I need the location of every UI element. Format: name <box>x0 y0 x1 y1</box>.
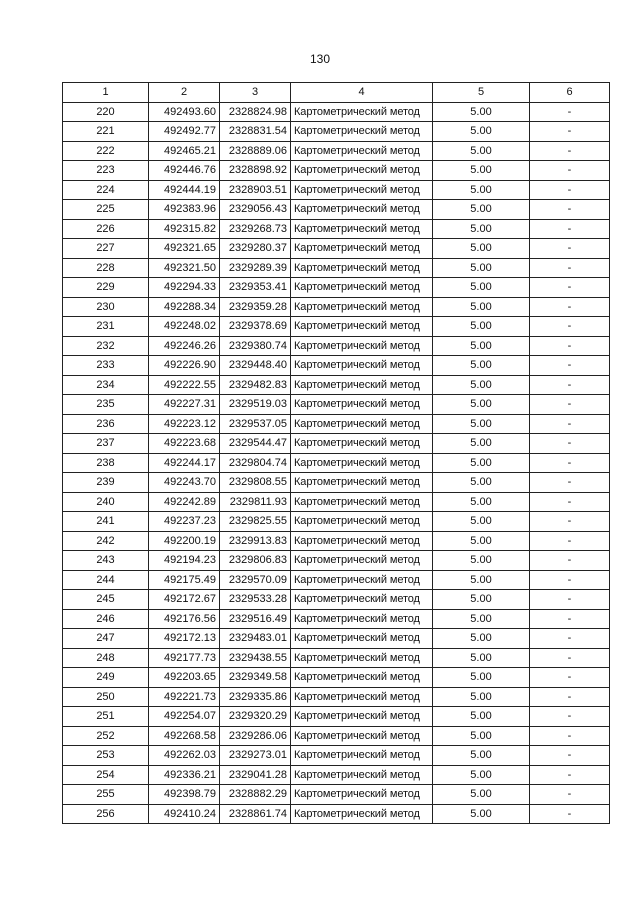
x-coordinate-cell: 492444.19 <box>149 180 220 200</box>
accuracy-cell: 5.00 <box>433 434 530 454</box>
y-coordinate-cell: 2329286.06 <box>220 726 291 746</box>
point-number-cell: 233 <box>63 356 149 376</box>
x-coordinate-cell: 492493.60 <box>149 102 220 122</box>
note-cell: - <box>530 317 610 337</box>
table-row <box>63 512 610 532</box>
accuracy-cell: 5.00 <box>433 180 530 200</box>
x-coordinate-cell: 492242.89 <box>149 492 220 512</box>
point-number-cell: 255 <box>63 785 149 805</box>
point-number-cell: 220 <box>63 102 149 122</box>
x-coordinate-cell: 492177.73 <box>149 648 220 668</box>
note-cell: - <box>530 434 610 454</box>
accuracy-cell: 5.00 <box>433 258 530 278</box>
note-cell: - <box>530 453 610 473</box>
y-coordinate-cell: 2328861.74 <box>220 804 291 824</box>
table-row <box>63 161 610 181</box>
y-coordinate-cell: 2328889.06 <box>220 141 291 161</box>
accuracy-cell: 5.00 <box>433 726 530 746</box>
y-coordinate-cell: 2329056.43 <box>220 200 291 220</box>
accuracy-cell: 5.00 <box>433 765 530 785</box>
table-row <box>63 200 610 220</box>
point-number-cell: 231 <box>63 317 149 337</box>
column-header: 3 <box>220 83 291 103</box>
point-number-cell: 237 <box>63 434 149 454</box>
y-coordinate-cell: 2328824.98 <box>220 102 291 122</box>
x-coordinate-cell: 492172.13 <box>149 629 220 649</box>
x-coordinate-cell: 492315.82 <box>149 219 220 239</box>
point-number-cell: 230 <box>63 297 149 317</box>
table-row <box>63 707 610 727</box>
y-coordinate-cell: 2329448.40 <box>220 356 291 376</box>
accuracy-cell: 5.00 <box>433 375 530 395</box>
x-coordinate-cell: 492465.21 <box>149 141 220 161</box>
accuracy-cell: 5.00 <box>433 629 530 649</box>
method-cell: Картометрический метод <box>291 258 433 278</box>
accuracy-cell: 5.00 <box>433 609 530 629</box>
x-coordinate-cell: 492243.70 <box>149 473 220 493</box>
note-cell: - <box>530 414 610 434</box>
method-cell: Картометрический метод <box>291 590 433 610</box>
accuracy-cell: 5.00 <box>433 746 530 766</box>
point-number-cell: 222 <box>63 141 149 161</box>
table-row <box>63 551 610 571</box>
table-row <box>63 258 610 278</box>
method-cell: Картометрический метод <box>291 180 433 200</box>
x-coordinate-cell: 492321.50 <box>149 258 220 278</box>
note-cell: - <box>530 531 610 551</box>
table-row <box>63 122 610 142</box>
table-row <box>63 453 610 473</box>
method-cell: Картометрический метод <box>291 648 433 668</box>
table-row <box>63 336 610 356</box>
y-coordinate-cell: 2329273.01 <box>220 746 291 766</box>
point-number-cell: 254 <box>63 765 149 785</box>
coordinates-table <box>62 82 610 824</box>
x-coordinate-cell: 492246.26 <box>149 336 220 356</box>
accuracy-cell: 5.00 <box>433 570 530 590</box>
y-coordinate-cell: 2329380.74 <box>220 336 291 356</box>
x-coordinate-cell: 492248.02 <box>149 317 220 337</box>
point-number-cell: 239 <box>63 473 149 493</box>
column-header: 6 <box>530 83 610 103</box>
point-number-cell: 243 <box>63 551 149 571</box>
y-coordinate-cell: 2329320.29 <box>220 707 291 727</box>
table-row <box>63 648 610 668</box>
method-cell: Картометрический метод <box>291 356 433 376</box>
note-cell: - <box>530 122 610 142</box>
method-cell: Картометрический метод <box>291 785 433 805</box>
y-coordinate-cell: 2329913.83 <box>220 531 291 551</box>
x-coordinate-cell: 492383.96 <box>149 200 220 220</box>
accuracy-cell: 5.00 <box>433 531 530 551</box>
x-coordinate-cell: 492227.31 <box>149 395 220 415</box>
accuracy-cell: 5.00 <box>433 122 530 142</box>
y-coordinate-cell: 2329482.83 <box>220 375 291 395</box>
point-number-cell: 235 <box>63 395 149 415</box>
y-coordinate-cell: 2329438.55 <box>220 648 291 668</box>
accuracy-cell: 5.00 <box>433 648 530 668</box>
note-cell: - <box>530 258 610 278</box>
method-cell: Картометрический метод <box>291 687 433 707</box>
note-cell: - <box>530 336 610 356</box>
accuracy-cell: 5.00 <box>433 414 530 434</box>
note-cell: - <box>530 648 610 668</box>
point-number-cell: 225 <box>63 200 149 220</box>
accuracy-cell: 5.00 <box>433 219 530 239</box>
accuracy-cell: 5.00 <box>433 453 530 473</box>
y-coordinate-cell: 2329570.09 <box>220 570 291 590</box>
y-coordinate-cell: 2329359.28 <box>220 297 291 317</box>
note-cell: - <box>530 687 610 707</box>
note-cell: - <box>530 804 610 824</box>
y-coordinate-cell: 2329808.55 <box>220 473 291 493</box>
accuracy-cell: 5.00 <box>433 356 530 376</box>
y-coordinate-cell: 2329289.39 <box>220 258 291 278</box>
note-cell: - <box>530 356 610 376</box>
x-coordinate-cell: 492410.24 <box>149 804 220 824</box>
method-cell: Картометрический метод <box>291 726 433 746</box>
x-coordinate-cell: 492223.12 <box>149 414 220 434</box>
point-number-cell: 221 <box>63 122 149 142</box>
method-cell: Картометрический метод <box>291 668 433 688</box>
method-cell: Картометрический метод <box>291 317 433 337</box>
point-number-cell: 241 <box>63 512 149 532</box>
table-row <box>63 590 610 610</box>
method-cell: Картометрический метод <box>291 219 433 239</box>
y-coordinate-cell: 2329544.47 <box>220 434 291 454</box>
note-cell: - <box>530 297 610 317</box>
table-row <box>63 141 610 161</box>
table-row <box>63 746 610 766</box>
y-coordinate-cell: 2328898.92 <box>220 161 291 181</box>
column-header: 2 <box>149 83 220 103</box>
table-row <box>63 609 610 629</box>
table-row <box>63 414 610 434</box>
point-number-cell: 245 <box>63 590 149 610</box>
note-cell: - <box>530 512 610 532</box>
method-cell: Картометрический метод <box>291 473 433 493</box>
x-coordinate-cell: 492222.55 <box>149 375 220 395</box>
point-number-cell: 252 <box>63 726 149 746</box>
point-number-cell: 242 <box>63 531 149 551</box>
note-cell: - <box>530 102 610 122</box>
method-cell: Картометрический метод <box>291 707 433 727</box>
point-number-cell: 234 <box>63 375 149 395</box>
table-row <box>63 356 610 376</box>
point-number-cell: 256 <box>63 804 149 824</box>
y-coordinate-cell: 2328903.51 <box>220 180 291 200</box>
table-row <box>63 473 610 493</box>
point-number-cell: 253 <box>63 746 149 766</box>
accuracy-cell: 5.00 <box>433 141 530 161</box>
column-header: 4 <box>291 83 433 103</box>
accuracy-cell: 5.00 <box>433 512 530 532</box>
method-cell: Картометрический метод <box>291 570 433 590</box>
note-cell: - <box>530 785 610 805</box>
point-number-cell: 240 <box>63 492 149 512</box>
table-body <box>63 102 610 824</box>
point-number-cell: 228 <box>63 258 149 278</box>
method-cell: Картометрический метод <box>291 375 433 395</box>
point-number-cell: 226 <box>63 219 149 239</box>
x-coordinate-cell: 492223.68 <box>149 434 220 454</box>
point-number-cell: 244 <box>63 570 149 590</box>
method-cell: Картометрический метод <box>291 531 433 551</box>
x-coordinate-cell: 492200.19 <box>149 531 220 551</box>
table-row <box>63 726 610 746</box>
table-row <box>63 492 610 512</box>
y-coordinate-cell: 2329353.41 <box>220 278 291 298</box>
table-row <box>63 102 610 122</box>
x-coordinate-cell: 492446.76 <box>149 161 220 181</box>
y-coordinate-cell: 2329483.01 <box>220 629 291 649</box>
point-number-cell: 246 <box>63 609 149 629</box>
point-number-cell: 251 <box>63 707 149 727</box>
x-coordinate-cell: 492262.03 <box>149 746 220 766</box>
x-coordinate-cell: 492288.34 <box>149 297 220 317</box>
accuracy-cell: 5.00 <box>433 161 530 181</box>
y-coordinate-cell: 2329533.28 <box>220 590 291 610</box>
note-cell: - <box>530 278 610 298</box>
y-coordinate-cell: 2329804.74 <box>220 453 291 473</box>
accuracy-cell: 5.00 <box>433 785 530 805</box>
method-cell: Картометрический метод <box>291 200 433 220</box>
point-number-cell: 224 <box>63 180 149 200</box>
x-coordinate-cell: 492244.17 <box>149 453 220 473</box>
method-cell: Картометрический метод <box>291 512 433 532</box>
accuracy-cell: 5.00 <box>433 278 530 298</box>
note-cell: - <box>530 219 610 239</box>
method-cell: Картометрический метод <box>291 141 433 161</box>
y-coordinate-cell: 2329811.93 <box>220 492 291 512</box>
method-cell: Картометрический метод <box>291 239 433 259</box>
y-coordinate-cell: 2329516.49 <box>220 609 291 629</box>
table-row <box>63 278 610 298</box>
x-coordinate-cell: 492175.49 <box>149 570 220 590</box>
y-coordinate-cell: 2328882.29 <box>220 785 291 805</box>
point-number-cell: 223 <box>63 161 149 181</box>
table-row <box>63 570 610 590</box>
note-cell: - <box>530 239 610 259</box>
x-coordinate-cell: 492492.77 <box>149 122 220 142</box>
note-cell: - <box>530 629 610 649</box>
method-cell: Картометрический метод <box>291 629 433 649</box>
y-coordinate-cell: 2329280.37 <box>220 239 291 259</box>
table-row <box>63 687 610 707</box>
method-cell: Картометрический метод <box>291 122 433 142</box>
accuracy-cell: 5.00 <box>433 395 530 415</box>
x-coordinate-cell: 492176.56 <box>149 609 220 629</box>
accuracy-cell: 5.00 <box>433 707 530 727</box>
method-cell: Картометрический метод <box>291 765 433 785</box>
point-number-cell: 229 <box>63 278 149 298</box>
note-cell: - <box>530 570 610 590</box>
table-row <box>63 785 610 805</box>
table-row <box>63 531 610 551</box>
table-row <box>63 180 610 200</box>
point-number-cell: 250 <box>63 687 149 707</box>
method-cell: Картометрический метод <box>291 453 433 473</box>
accuracy-cell: 5.00 <box>433 239 530 259</box>
method-cell: Картометрический метод <box>291 551 433 571</box>
accuracy-cell: 5.00 <box>433 200 530 220</box>
point-number-cell: 236 <box>63 414 149 434</box>
point-number-cell: 227 <box>63 239 149 259</box>
column-header: 1 <box>63 83 149 103</box>
table-row <box>63 239 610 259</box>
x-coordinate-cell: 492221.73 <box>149 687 220 707</box>
method-cell: Картометрический метод <box>291 278 433 298</box>
table-row <box>63 765 610 785</box>
table-row <box>63 297 610 317</box>
x-coordinate-cell: 492254.07 <box>149 707 220 727</box>
point-number-cell: 248 <box>63 648 149 668</box>
method-cell: Картометрический метод <box>291 297 433 317</box>
y-coordinate-cell: 2329378.69 <box>220 317 291 337</box>
method-cell: Картометрический метод <box>291 414 433 434</box>
table-row <box>63 804 610 824</box>
table-row <box>63 317 610 337</box>
note-cell: - <box>530 473 610 493</box>
note-cell: - <box>530 375 610 395</box>
accuracy-cell: 5.00 <box>433 551 530 571</box>
note-cell: - <box>530 141 610 161</box>
point-number-cell: 249 <box>63 668 149 688</box>
y-coordinate-cell: 2328831.54 <box>220 122 291 142</box>
x-coordinate-cell: 492321.65 <box>149 239 220 259</box>
note-cell: - <box>530 609 610 629</box>
x-coordinate-cell: 492237.23 <box>149 512 220 532</box>
note-cell: - <box>530 746 610 766</box>
note-cell: - <box>530 180 610 200</box>
column-header: 5 <box>433 83 530 103</box>
method-cell: Картометрический метод <box>291 746 433 766</box>
table-row <box>63 375 610 395</box>
note-cell: - <box>530 765 610 785</box>
x-coordinate-cell: 492398.79 <box>149 785 220 805</box>
accuracy-cell: 5.00 <box>433 102 530 122</box>
accuracy-cell: 5.00 <box>433 590 530 610</box>
table-row <box>63 434 610 454</box>
table-header-row <box>63 83 610 103</box>
table-row <box>63 219 610 239</box>
method-cell: Картометрический метод <box>291 434 433 454</box>
accuracy-cell: 5.00 <box>433 668 530 688</box>
x-coordinate-cell: 492203.65 <box>149 668 220 688</box>
method-cell: Картометрический метод <box>291 492 433 512</box>
table-row <box>63 395 610 415</box>
y-coordinate-cell: 2329041.28 <box>220 765 291 785</box>
note-cell: - <box>530 590 610 610</box>
table-row <box>63 668 610 688</box>
point-number-cell: 232 <box>63 336 149 356</box>
y-coordinate-cell: 2329335.86 <box>220 687 291 707</box>
accuracy-cell: 5.00 <box>433 317 530 337</box>
y-coordinate-cell: 2329806.83 <box>220 551 291 571</box>
accuracy-cell: 5.00 <box>433 297 530 317</box>
note-cell: - <box>530 668 610 688</box>
x-coordinate-cell: 492268.58 <box>149 726 220 746</box>
method-cell: Картометрический метод <box>291 161 433 181</box>
y-coordinate-cell: 2329349.58 <box>220 668 291 688</box>
note-cell: - <box>530 707 610 727</box>
x-coordinate-cell: 492194.23 <box>149 551 220 571</box>
method-cell: Картометрический метод <box>291 804 433 824</box>
note-cell: - <box>530 395 610 415</box>
page-number: 130 <box>309 52 331 66</box>
accuracy-cell: 5.00 <box>433 804 530 824</box>
method-cell: Картометрический метод <box>291 609 433 629</box>
x-coordinate-cell: 492172.67 <box>149 590 220 610</box>
note-cell: - <box>530 161 610 181</box>
y-coordinate-cell: 2329268.73 <box>220 219 291 239</box>
x-coordinate-cell: 492226.90 <box>149 356 220 376</box>
accuracy-cell: 5.00 <box>433 492 530 512</box>
method-cell: Картометрический метод <box>291 336 433 356</box>
accuracy-cell: 5.00 <box>433 473 530 493</box>
x-coordinate-cell: 492294.33 <box>149 278 220 298</box>
y-coordinate-cell: 2329537.05 <box>220 414 291 434</box>
note-cell: - <box>530 726 610 746</box>
note-cell: - <box>530 200 610 220</box>
accuracy-cell: 5.00 <box>433 687 530 707</box>
y-coordinate-cell: 2329519.03 <box>220 395 291 415</box>
method-cell: Картометрический метод <box>291 102 433 122</box>
point-number-cell: 238 <box>63 453 149 473</box>
note-cell: - <box>530 492 610 512</box>
table-row <box>63 629 610 649</box>
accuracy-cell: 5.00 <box>433 336 530 356</box>
note-cell: - <box>530 551 610 571</box>
method-cell: Картометрический метод <box>291 395 433 415</box>
y-coordinate-cell: 2329825.55 <box>220 512 291 532</box>
point-number-cell: 247 <box>63 629 149 649</box>
x-coordinate-cell: 492336.21 <box>149 765 220 785</box>
